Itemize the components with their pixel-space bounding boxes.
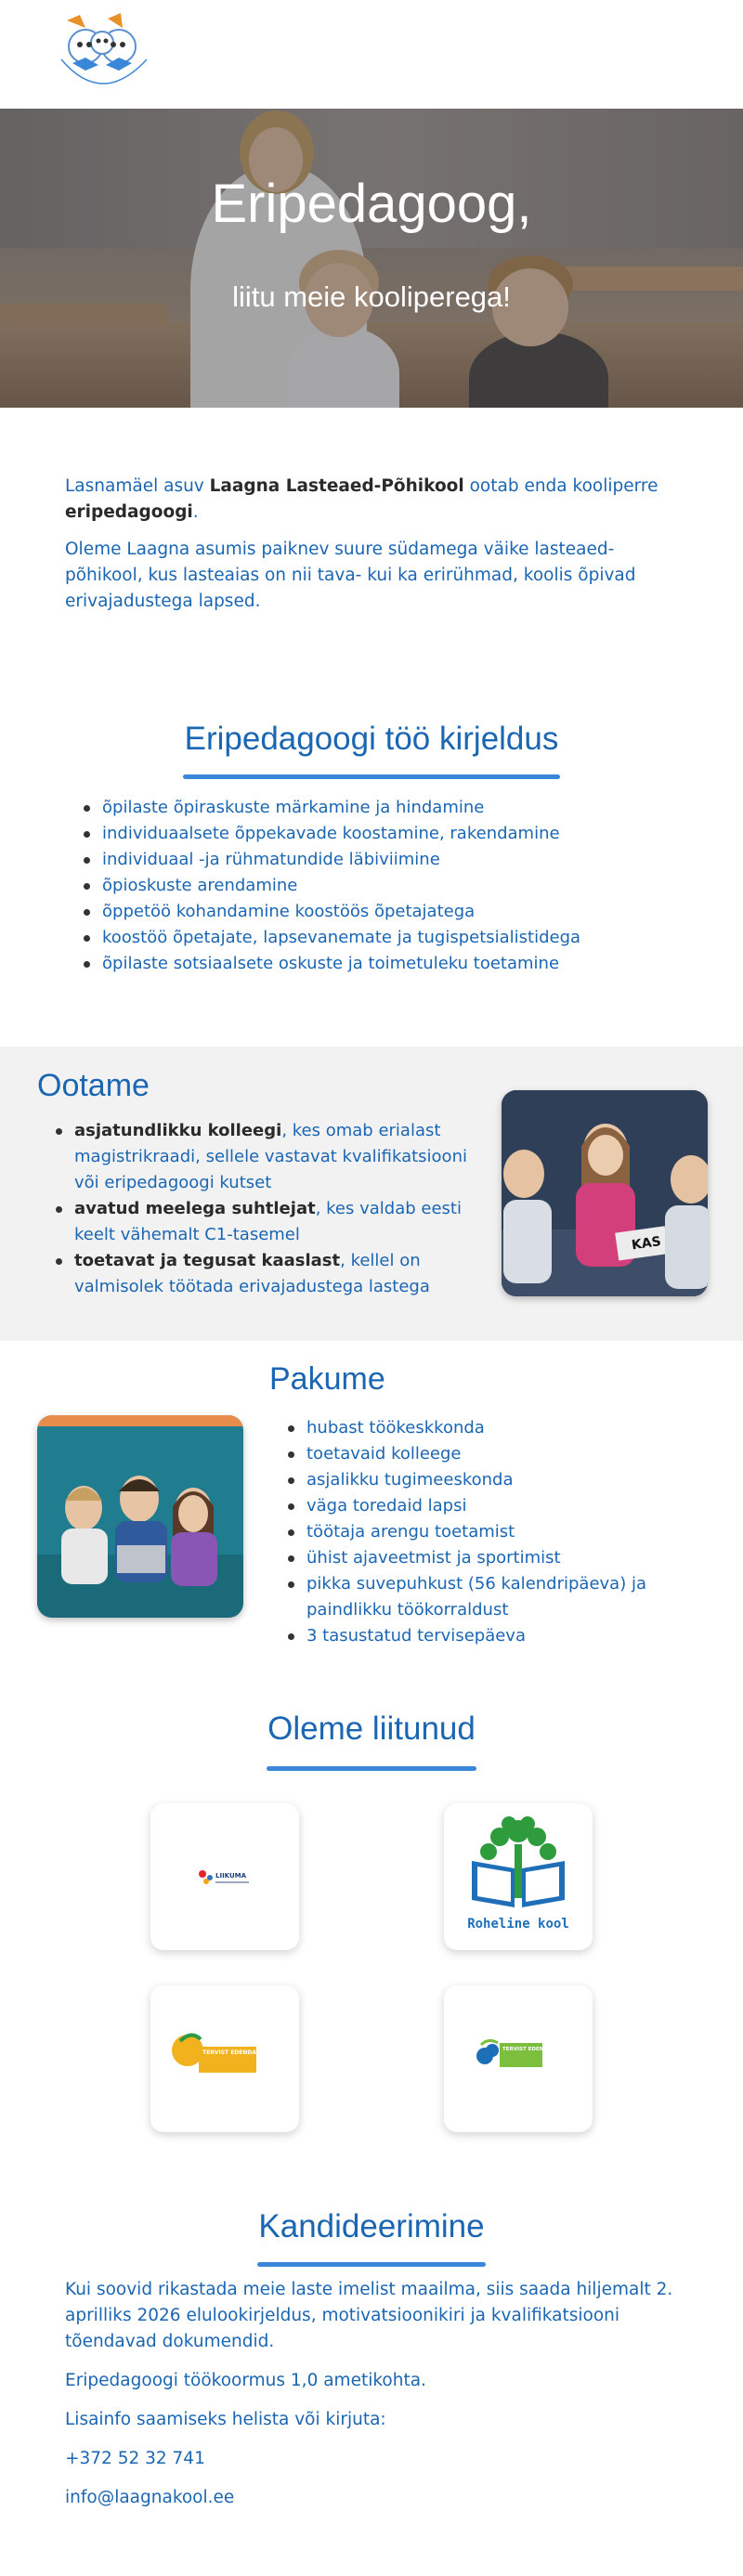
tervist-edendav-lasteaed-logo-icon xyxy=(150,1985,299,2132)
list-item: töötaja arengu toetamist xyxy=(284,1519,684,1545)
partner-card-tervist-edendav-lasteaed[interactable] xyxy=(150,1985,299,2132)
list-item: 3 tasustatud tervisepäeva xyxy=(284,1623,684,1649)
svg-text:Roheline kool: Roheline kool xyxy=(467,1917,569,1932)
list-item: väga toredaid lapsi xyxy=(284,1493,684,1519)
liikuma-logo-icon xyxy=(150,1803,299,1950)
svg-text:LIIKUMA: LIIKUMA xyxy=(215,1872,247,1880)
apply-underline xyxy=(257,2262,486,2267)
apply-paragraph: Eripedagoogi töökoormus 1,0 ametikohta. xyxy=(65,2371,426,2390)
pakume-title: Pakume xyxy=(269,1361,385,1397)
hero-overlay xyxy=(0,109,743,408)
intro-text xyxy=(65,474,678,626)
list-item: hubast töökeskkonda xyxy=(284,1415,684,1441)
intro-paragraph: Lasnamäel asuv Laagna Lasteaed-Põhikool ootab enda kooliperre eripedagoogi. xyxy=(65,476,658,522)
school-name: Laagna Lasteaed-Põhikool xyxy=(209,476,464,496)
svg-text:KAS: KAS xyxy=(631,1234,662,1254)
hero-subtitle: liitu meie kooliperega! xyxy=(232,280,511,313)
phone-link[interactable]: +372 52 32 741 xyxy=(65,2449,205,2468)
list-item: individuaal -ja rühmatundide läbiviimine xyxy=(80,847,674,873)
list-item: õppetöö kohandamine koostöös õpetajatega xyxy=(80,899,674,925)
pakume-list xyxy=(284,1415,684,1649)
hero-title: Eripedagoog, xyxy=(211,174,532,234)
ootame-photo xyxy=(502,1090,708,1296)
school-logo[interactable] xyxy=(54,11,162,97)
ootame-list xyxy=(52,1118,472,1300)
apply-paragraph: Lisainfo saamiseks helista või kirjuta: xyxy=(65,2410,386,2429)
list-item: avatud meelega suhtlejat, kes valdab eesti keelt vähemalt C1-tasemel xyxy=(52,1196,472,1248)
role-name: eripedagoogi xyxy=(65,502,193,522)
list-item: pikka suvepuhkust (56 kalendripäeva) ja paindlikku töökorraldust xyxy=(284,1571,684,1623)
duties-list xyxy=(80,795,674,977)
top-bar xyxy=(0,0,743,109)
list-item: koostöö õpetajate, lapsevanemate ja tugispetsialistidega xyxy=(80,925,674,951)
list-item: individuaalsete õppekavade koostamine, rakendamine xyxy=(80,821,674,847)
partner-card-liikuma[interactable] xyxy=(150,1803,299,1950)
children-laptop-photo-icon xyxy=(37,1415,243,1618)
children-photo-icon xyxy=(502,1090,708,1296)
email-link[interactable]: info@laagnakool.ee xyxy=(65,2488,235,2507)
owl-logo-icon xyxy=(54,11,162,97)
partner-card-roheline-kool[interactable] xyxy=(444,1803,593,1950)
apply-text xyxy=(65,2277,678,2524)
svg-text:TERVIST EDENDAV LASTEAED: TERVIST EDENDAV LASTEAED xyxy=(202,2049,295,2056)
intro-paragraph: Oleme Laagna asumis paiknev suure südamega väike lasteaed-põhikool, kus lasteaias on nii tava- kui ka erirühmad, koolis õpivad erivajadustega lapsed. xyxy=(65,540,636,611)
apply-paragraph: Kui soovid rikastada meie laste imelist maailma, siis saada hiljemalt 2. aprilliks 2026 elulookirjeldus, motivatsioonikiri ja kvalifikatsiooni tõendavad dokumendid. xyxy=(65,2280,673,2351)
list-item: õpioskuste arendamine xyxy=(80,873,674,899)
duties-title: Eripedagoogi töö kirjeldus xyxy=(184,721,559,757)
apply-title: Kandideerimine xyxy=(258,2208,485,2244)
partners-underline xyxy=(267,1766,476,1771)
partners-title: Oleme liitunud xyxy=(267,1711,476,1747)
tervist-edendav-kool-logo-icon xyxy=(444,1985,593,2132)
hero-banner xyxy=(0,109,743,408)
svg-text:TERVIST EDENDAV KOOL: TERVIST EDENDAV KOOL xyxy=(502,2047,573,2052)
list-item: ühist ajaveetmist ja sportimist xyxy=(284,1545,684,1571)
ootame-title: Ootame xyxy=(37,1068,150,1103)
list-item: asjalikku tugimeeskonda xyxy=(284,1467,684,1493)
pakume-photo xyxy=(37,1415,243,1618)
list-item: asjatundlikku kolleegi, kes omab erialast magistrikraadi, sellele vastavat kvalifikatsiooni või eripedagoogi kutset xyxy=(52,1118,472,1196)
list-item: toetavaid kolleege xyxy=(284,1441,684,1467)
roheline-kool-logo-icon xyxy=(444,1803,593,1950)
list-item: õpilaste õpiraskuste märkamine ja hindamine xyxy=(80,795,674,821)
list-item: õpilaste sotsiaalsete oskuste ja toimetuleku toetamine xyxy=(80,951,674,977)
list-item: toetavat ja tegusat kaaslast, kellel on valmisolek töötada erivajadustega lastega xyxy=(52,1248,472,1300)
partner-card-tervist-edendav-kool[interactable] xyxy=(444,1985,593,2132)
duties-underline xyxy=(183,774,560,779)
